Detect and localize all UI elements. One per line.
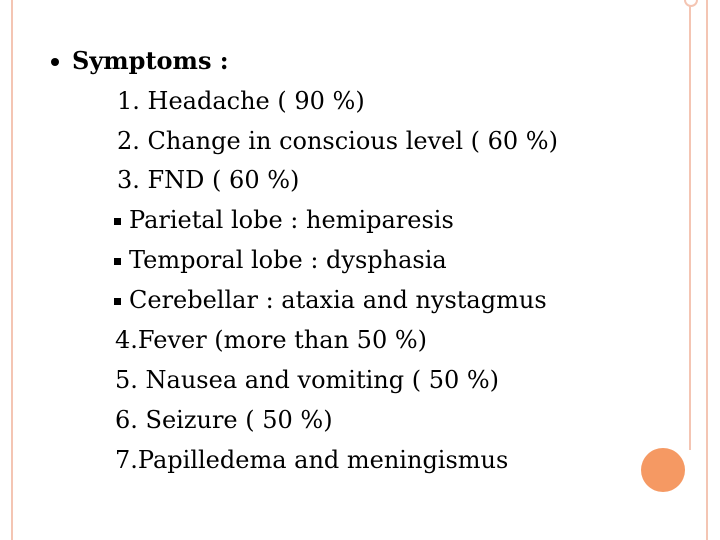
list-item: 6. Seizure ( 50 %) (115, 406, 333, 434)
list-item: 2. Change in conscious level ( 60 %) (117, 127, 558, 155)
sub-list-item: Parietal lobe : hemiparesis (129, 206, 454, 234)
square-bullet-icon (114, 258, 121, 265)
list-item: 4.Fever (more than 50 %) (115, 326, 428, 354)
decorative-orange-circle-icon (641, 448, 685, 492)
decorative-top-circle-icon (684, 0, 698, 7)
list-item: 1. Headache ( 90 %) (117, 87, 365, 115)
sub-list-item: Temporal lobe : dysphasia (129, 246, 447, 274)
decorative-left-line (11, 0, 13, 540)
decorative-right-inner-line (689, 0, 691, 450)
square-bullet-icon (114, 298, 121, 305)
slide-heading: Symptoms : (72, 46, 229, 75)
list-item: 5. Nausea and vomiting ( 50 %) (115, 366, 500, 394)
square-bullet-icon (114, 218, 121, 225)
round-bullet-icon (51, 58, 59, 66)
list-item: 3. FND ( 60 %) (117, 166, 300, 194)
decorative-right-outer-line (706, 0, 708, 540)
list-item: 7.Papilledema and meningismus (115, 446, 509, 474)
sub-list-item: Cerebellar : ataxia and nystagmus (129, 286, 547, 314)
